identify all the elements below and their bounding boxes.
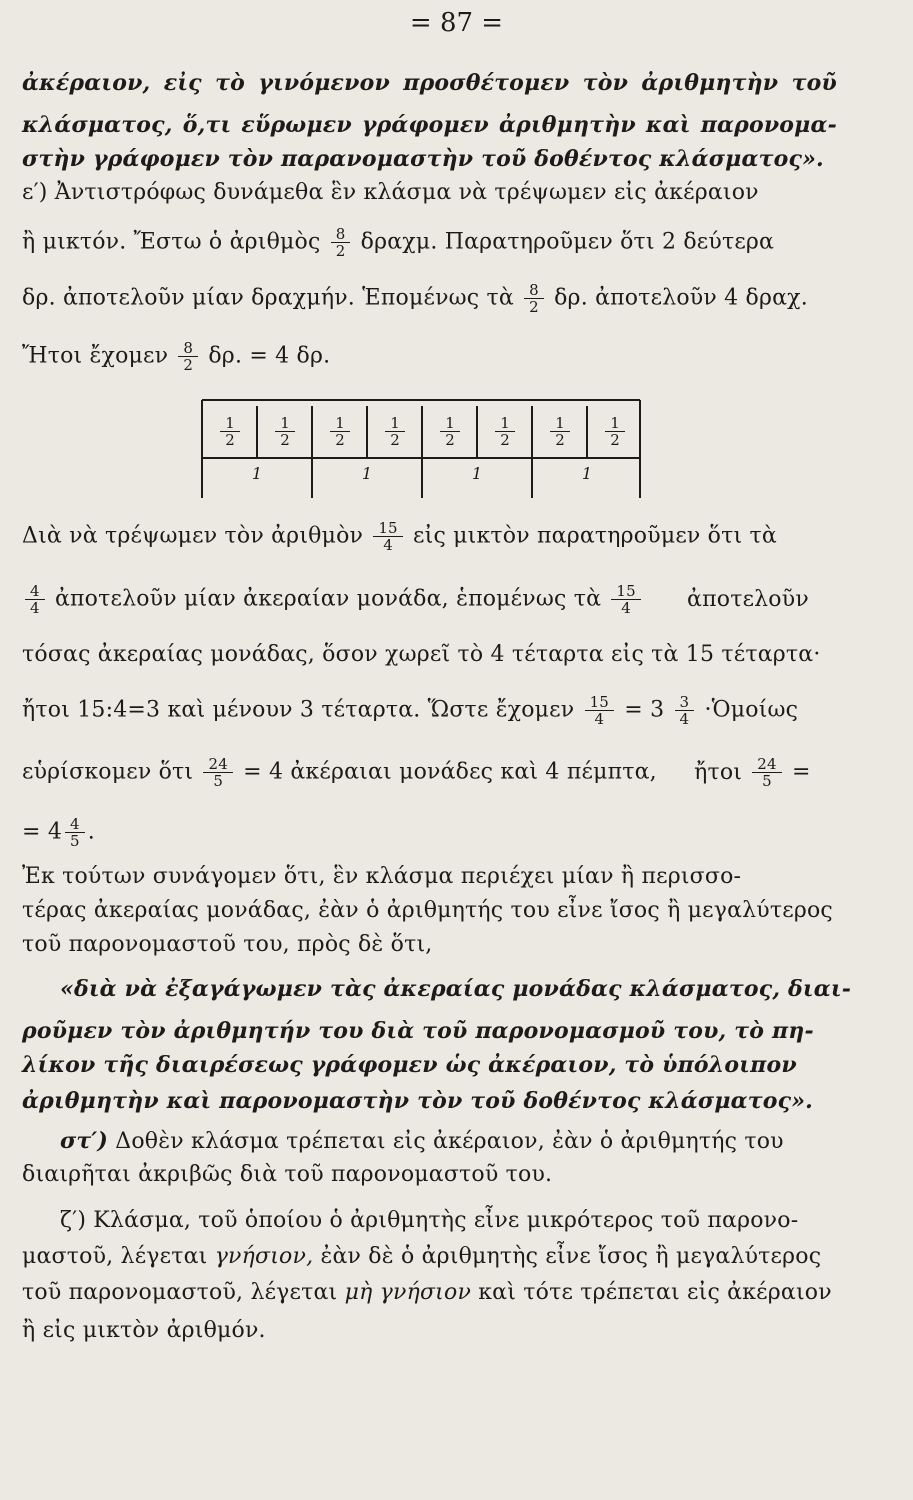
word: ὅ,τι (182, 112, 232, 138)
text-span: = 4 ἀκέραιαι μονάδες καὶ 4 πέμπτα, (243, 759, 657, 785)
text-line: ε′) Ἀντιστρόφως δυνάμεθα ἓν κλάσμα νὰ τρέψωμεν εἰς ἀκέραιον (22, 180, 759, 205)
fraction (385, 415, 405, 448)
numerator: 1 (440, 415, 460, 432)
text-line: λίκον τῆς διαιρέσεως γράφομεν ὡς ἀκέραιον, τὸ ὑπόλοιπον (22, 1052, 797, 1078)
text-line (22, 226, 837, 259)
text-line (22, 340, 837, 373)
text-line: Ἐκ τούτων συνάγομεν ὅτι, ἓν κλάσμα περιέχει μίαν ἢ περισσο- (22, 864, 742, 889)
half-cell (589, 408, 641, 454)
text-line (22, 1244, 837, 1270)
fraction (675, 694, 695, 727)
numerator: 1 (495, 415, 515, 432)
denominator: 4 (594, 710, 605, 728)
text-span: μαστοῦ, λέγεται (22, 1244, 208, 1269)
text-line (22, 694, 837, 727)
fraction (373, 520, 403, 553)
denominator: 2 (280, 430, 290, 449)
text-line: ἢ εἰς μικτὸν ἀριθμόν. (22, 1318, 266, 1343)
word: τὸν (582, 70, 629, 96)
denominator: 5 (213, 772, 224, 790)
text-span: Διὰ νὰ τρέψωμεν τὸν ἀριθμὸν (22, 523, 364, 549)
text-span: ἤτοι (694, 759, 743, 785)
unit-label: 1 (361, 464, 373, 483)
half-cell (314, 408, 366, 454)
unit-label: 1 (471, 464, 483, 483)
fraction (330, 415, 350, 448)
text-span: = 4 (22, 819, 63, 845)
text-line (22, 112, 837, 138)
unit-label: 1 (581, 464, 593, 483)
text-span: δραχμ. Παρατηροῦμεν ὅτι 2 δεύτερα (360, 229, 775, 255)
half-cell (204, 408, 256, 454)
denominator: 2 (445, 430, 455, 449)
numerator: 15 (611, 583, 641, 600)
numerator: 8 (178, 340, 198, 357)
text-span: = (792, 759, 811, 785)
numerator: 15 (373, 520, 403, 537)
text-line (22, 1280, 837, 1306)
word: ἀριθμητὴν (498, 112, 636, 138)
word: ἀριθμητὴν (641, 70, 779, 96)
half-cell (424, 408, 476, 454)
numerator: 1 (220, 415, 240, 432)
numerator: 1 (385, 415, 405, 432)
text-span: ἀποτελοῦν (687, 586, 809, 612)
text-span: ἐὰν δὲ ὁ ἀριθμητὴς εἶνε ἴσος ἢ μεγαλύτερος (320, 1244, 822, 1269)
numerator: 24 (203, 756, 233, 773)
half-cell (534, 408, 586, 454)
text-span: ἀποτελοῦν μίαν ἀκεραίαν μονάδα, ἑπομένως τὰ (54, 586, 602, 612)
text-line: τόσας ἀκεραίας μονάδας, ὅσον χωρεῖ τὸ 4 τέταρτα εἰς τὰ 15 τέταρτα· (22, 642, 821, 667)
half-cell (479, 408, 531, 454)
fraction (605, 415, 625, 448)
text-line (22, 282, 837, 315)
section-label: στ′) (60, 1128, 109, 1154)
denominator: 2 (183, 356, 194, 374)
text-line: τοῦ παρονομαστοῦ του, πρὸς δὲ ὅτι, (22, 932, 433, 957)
denominator: 2 (225, 430, 235, 449)
text-line (22, 816, 837, 849)
fraction (331, 226, 351, 259)
denominator: 4 (383, 536, 393, 554)
fraction (524, 282, 544, 315)
denominator: 2 (610, 430, 620, 449)
denominator: 2 (500, 430, 510, 449)
text-span: γνήσιον, (214, 1244, 314, 1269)
numerator: 1 (330, 415, 350, 432)
fraction (550, 415, 570, 448)
fraction (752, 756, 782, 789)
fraction (495, 415, 515, 448)
text-span: ·Ὁμοίως (704, 697, 799, 723)
denominator: 4 (679, 710, 690, 728)
denominator: 2 (529, 298, 539, 316)
unit-label: 1 (251, 464, 263, 483)
word: παρονομα- (700, 112, 837, 138)
text-span: τοῦ παρονομαστοῦ, λέγεται (22, 1280, 338, 1305)
numerator: 8 (524, 282, 544, 299)
text-line (22, 756, 837, 789)
half-cell (369, 408, 421, 454)
numerator: 15 (585, 694, 615, 711)
text-line: ἀριθμητὴν καὶ παρονομαστὴν τὸν τοῦ δοθέντος κλάσματος». (22, 1088, 814, 1114)
text-line: διαιρῆται ἀκριβῶς διὰ τοῦ παρονομαστοῦ του. (22, 1162, 553, 1187)
word: εὕρωμεν (241, 112, 352, 138)
word: τοῦ (791, 70, 837, 96)
text-line (22, 583, 837, 616)
fraction (440, 415, 460, 448)
numerator: 1 (605, 415, 625, 432)
text-line (22, 70, 837, 96)
word: τὸ (215, 70, 245, 96)
text-span: = 3 (624, 697, 665, 723)
denominator: 5 (70, 832, 80, 850)
fraction (203, 756, 233, 789)
numerator: 4 (25, 583, 45, 600)
fraction (65, 816, 85, 849)
word: καὶ (645, 112, 691, 138)
word: κλάσματος, (22, 112, 173, 138)
numerator: 1 (275, 415, 295, 432)
text-span: . (87, 819, 95, 845)
half-cell (259, 408, 311, 454)
denominator: 2 (555, 430, 565, 449)
text-line: ροῦμεν τὸν ἀριθμητήν του διὰ τοῦ παρονομασμοῦ του, τὸ πη- (22, 1018, 814, 1044)
text-span: εἰς μικτὸν παρατηροῦμεν ὅτι τὰ (413, 523, 777, 549)
numerator: 4 (65, 816, 85, 833)
denominator: 2 (335, 430, 345, 449)
fraction-diagram (200, 398, 642, 500)
text-span: δρ. = 4 δρ. (208, 343, 331, 369)
text-line (22, 520, 837, 553)
text-line: ζ′) Κλάσμα, τοῦ ὁποίου ὁ ἀριθμητὴς εἶνε μικρότερος τοῦ παρονο- (60, 1208, 799, 1233)
numerator: 8 (331, 226, 351, 243)
text-span: δρ. ἀποτελοῦν 4 δραχ. (554, 285, 808, 311)
text-line (60, 1128, 837, 1155)
fraction (585, 694, 615, 727)
numerator: 24 (752, 756, 782, 773)
fraction (275, 415, 295, 448)
text-line: τέρας ἀκεραίας μονάδας, ἐὰν ὁ ἀριθμητής του εἶνε ἴσος ἢ μεγαλύτερος (22, 898, 833, 923)
denominator: 4 (621, 599, 631, 617)
denominator: 2 (390, 430, 400, 449)
numerator: 3 (675, 694, 695, 711)
text-span: δρ. ἀποτελοῦν μίαν δραχμήν. Ἑπομένως τὰ (22, 285, 514, 311)
text-span: Ἤτοι ἔχομεν (22, 343, 169, 369)
text-span: ἢ μικτόν. Ἔστω ὁ ἀριθμὸς (22, 229, 321, 255)
denominator: 4 (30, 599, 40, 617)
denominator: 2 (335, 242, 346, 260)
fraction (25, 583, 45, 616)
text-span: ἤτοι 15:4=3 καὶ μένουν 3 τέταρτα. Ὥστε ἔχομεν (22, 697, 575, 723)
word: γράφομεν (361, 112, 489, 138)
text-span: μὴ γνήσιον (344, 1280, 472, 1305)
word: προσθέτομεν (403, 70, 570, 96)
denominator: 5 (762, 772, 772, 790)
word: ἀκέραιον, (22, 70, 151, 96)
text-line: «διὰ νὰ ἐξαγάγωμεν τὰς ἀκεραίας μονάδας κλάσματος, διαι- (60, 976, 852, 1002)
text-span: καὶ τότε τρέπεται εἰς ἀκέραιον (478, 1280, 832, 1305)
numerator: 1 (550, 415, 570, 432)
text-span: Δοθὲν κλάσμα τρέπεται εἰς ἀκέραιον, ἐὰν ὁ ἀριθμητής του (115, 1129, 784, 1154)
page-number: = 87 = (409, 8, 504, 38)
fraction (178, 340, 198, 373)
text-line: στὴν γράφομεν τὸν παρανομαστὴν τοῦ δοθέντος κλάσματος». (22, 146, 824, 172)
text-span: εὑρίσκομεν ὅτι (22, 759, 194, 785)
fraction (220, 415, 240, 448)
word: εἰς (163, 70, 202, 96)
word: γινόμενον (258, 70, 390, 96)
fraction (611, 583, 641, 616)
